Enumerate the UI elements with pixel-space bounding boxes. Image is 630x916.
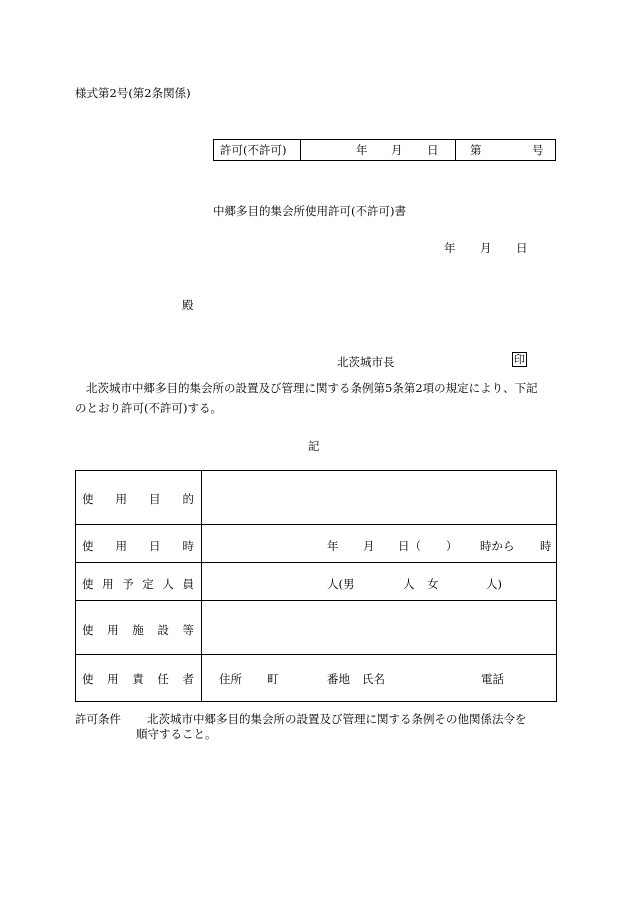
- body-text-line-1: 北茨城市中郷多目的集会所の設置及び管理に関する条例第5条第2項の規定により、下記: [86, 381, 538, 395]
- permit-box-divider: [300, 140, 301, 160]
- table-row: [76, 562, 556, 601]
- addressee-suffix: 殿: [182, 298, 194, 312]
- responsible-town: 町: [267, 672, 279, 686]
- table-row: [76, 471, 556, 524]
- form-number: 様式第2号(第2条関係): [75, 86, 191, 100]
- issue-date-year: 年: [444, 241, 456, 255]
- seal-mark: 印: [514, 353, 525, 366]
- row-label-purpose: 使 用 目 的: [82, 492, 194, 506]
- conditions-line-1: 北茨城市中郷多目的集会所の設置及び管理に関する条例その他関係法令を: [147, 712, 527, 726]
- row-label-facility: 使 用 施 設 等: [82, 623, 194, 637]
- issue-date-month: 月: [480, 241, 492, 255]
- permit-month: 月: [391, 143, 403, 157]
- datetime-paren-close: ）: [446, 539, 458, 553]
- conditions-line-2: 順守すること。: [136, 727, 217, 741]
- datetime-month: 月: [363, 539, 375, 553]
- datetime-year: 年: [327, 539, 339, 553]
- people-female-unit: 人): [486, 577, 502, 591]
- permit-box-divider: [455, 140, 456, 160]
- permit-number-box: [213, 139, 556, 161]
- responsible-phone: 電話: [481, 672, 504, 686]
- responsible-banchi: 番地: [327, 672, 350, 686]
- permit-day: 日: [427, 143, 439, 157]
- table-row: [76, 600, 556, 655]
- body-text-line-2: のとおり許可(不許可)する。: [75, 401, 222, 415]
- datetime-day: 日（: [398, 539, 421, 553]
- conditions-label: 許可条件: [75, 712, 121, 726]
- row-label-people: 使 用 予 定 人 員: [82, 577, 194, 591]
- document-title: 中郷多目的集会所使用許可(不許可)書: [213, 204, 406, 218]
- row-label-datetime: 使 用 日 時: [82, 539, 194, 553]
- row-label-responsible: 使 用 責 任 者: [82, 672, 194, 686]
- responsible-name: 氏名: [362, 672, 385, 686]
- ki-heading: 記: [308, 439, 320, 453]
- issuer-name: 北茨城市長: [337, 355, 395, 369]
- usage-table: [75, 470, 557, 702]
- table-row: [76, 524, 556, 563]
- people-male: 人(男: [327, 577, 355, 591]
- table-row: [76, 654, 556, 702]
- issue-date-day: 日: [516, 241, 528, 255]
- permit-year: 年: [356, 143, 368, 157]
- permit-go: 号: [532, 143, 544, 157]
- people-male-unit: 人: [403, 577, 415, 591]
- responsible-address: 住所: [219, 672, 242, 686]
- people-female: 女: [427, 577, 439, 591]
- datetime-from: 時から: [480, 539, 515, 553]
- datetime-to: 時: [540, 539, 552, 553]
- permit-label: 許可(不許可): [220, 143, 287, 157]
- permit-dai: 第: [470, 143, 482, 157]
